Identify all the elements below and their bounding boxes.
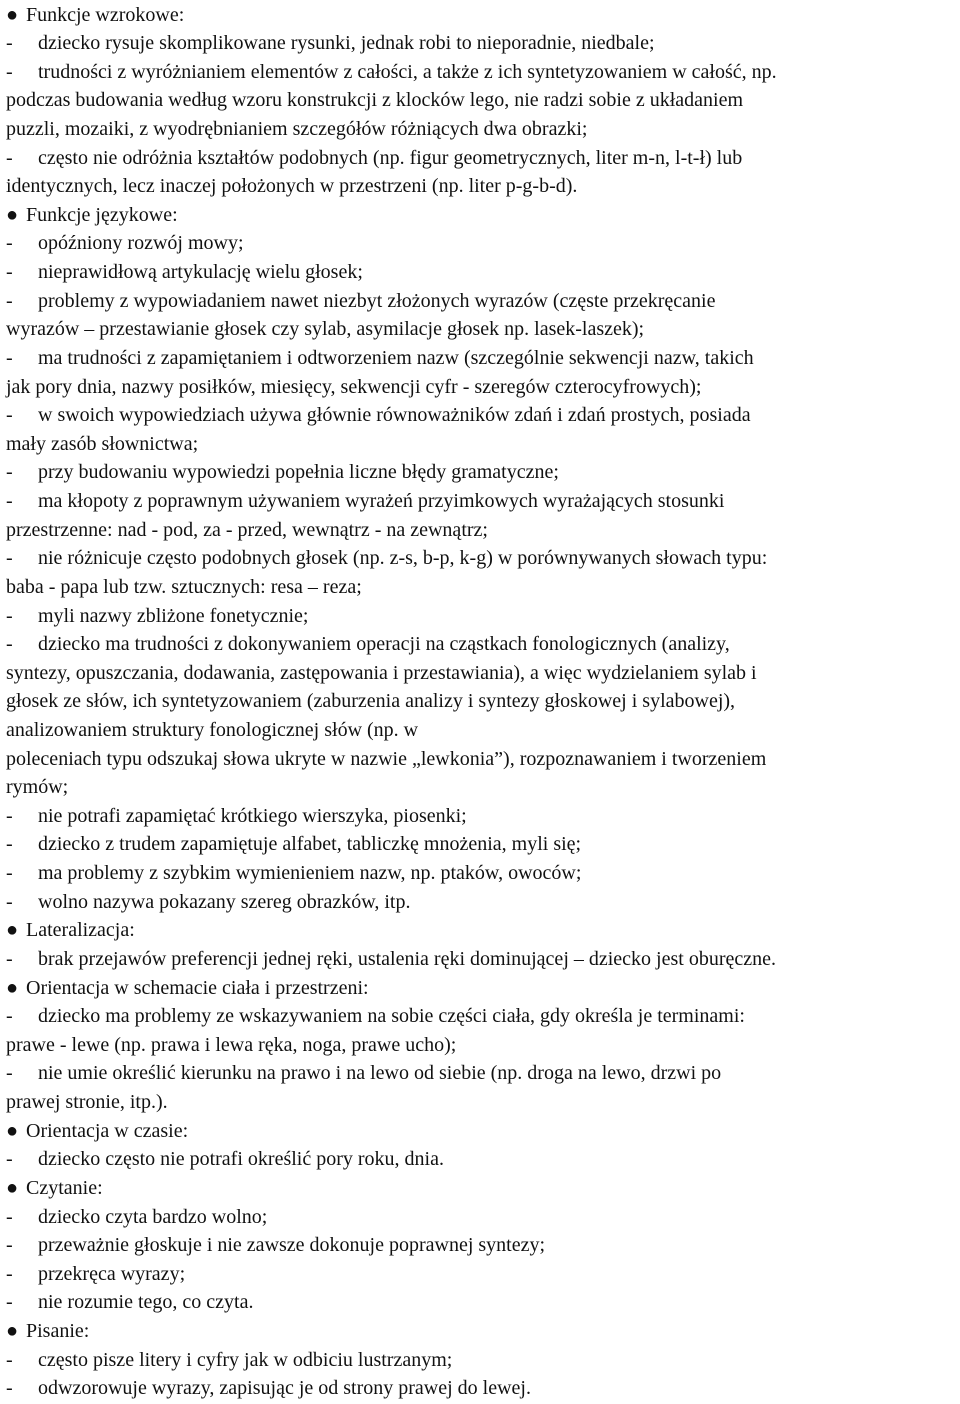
list-item <box>6 1145 444 1174</box>
section-heading <box>6 1174 103 1203</box>
list-item-continuation <box>6 172 577 201</box>
list-item-continuation <box>6 115 587 144</box>
dash-marker: - <box>6 32 13 55</box>
line-text: trudności z wyróżnianiem elementów z całości, a także z ich syntetyzowaniem w całość, np. <box>38 60 777 83</box>
dash-marker: - <box>6 461 13 484</box>
list-item <box>6 544 767 573</box>
dash-marker: - <box>6 1291 13 1314</box>
list-item <box>6 1260 185 1289</box>
list-item <box>6 401 751 430</box>
line-text: dziecko rysuje skomplikowane rysunki, jednak robi to nieporadnie, niedbale; <box>38 32 655 55</box>
list-item <box>6 29 655 58</box>
list-item-continuation <box>6 373 701 402</box>
section-heading <box>6 916 135 945</box>
line-text: często nie odróżnia kształtów podobnych (np. figur geometrycznych, liter m-n, l-t-ł) lub <box>38 146 743 169</box>
bullet-marker: ● <box>6 1320 19 1343</box>
dash-marker: - <box>6 146 13 169</box>
list-item <box>6 487 724 516</box>
line-text: ma trudności z zapamiętaniem i odtworzeniem nazw (szczególnie sekwencji nazw, takich <box>38 346 754 369</box>
list-item <box>6 1374 531 1403</box>
line-text: dziecko ma trudności z dokonywaniem operacji na cząstkach fonologicznych (analizy, <box>38 633 730 656</box>
list-item <box>6 830 581 859</box>
list-item <box>6 58 777 87</box>
line-text: syntezy, opuszczania, dodawania, zastępowania i przestawiania), a więc wydzielaniem sylab i <box>6 661 757 684</box>
line-text: Pisanie: <box>26 1320 90 1343</box>
dash-marker: - <box>6 1348 13 1371</box>
list-item <box>6 630 730 659</box>
dash-marker: - <box>6 1377 13 1400</box>
dash-marker: - <box>6 1234 13 1257</box>
line-text: analizowaniem struktury fonologicznej słów (np. w <box>6 719 419 741</box>
list-item <box>6 1059 721 1088</box>
line-text: dziecko często nie potrafi określić pory roku, dnia. <box>38 1148 444 1171</box>
line-text: wolno nazywa pokazany szereg obrazków, itp. <box>38 890 411 913</box>
bullet-marker: ● <box>6 1176 19 1199</box>
list-item-continuation <box>6 1088 168 1117</box>
line-text: nie potrafi zapamiętać krótkiego wierszyka, piosenki; <box>38 804 467 827</box>
list-item-continuation <box>6 86 743 115</box>
line-text: baba - papa lub tzw. sztucznych: resa – reza; <box>6 575 362 598</box>
line-text: często pisze litery i cyfry jak w odbiciu lustrzanym; <box>38 1348 453 1371</box>
section-heading <box>6 1117 188 1146</box>
bullet-marker: ● <box>6 919 19 942</box>
section-heading <box>6 1317 89 1346</box>
line-text: Funkcje językowe: <box>26 203 178 226</box>
list-item <box>6 458 559 487</box>
list-item-continuation <box>6 516 488 545</box>
line-text: opóźniony rozwój mowy; <box>38 232 244 255</box>
dash-marker: - <box>6 833 13 856</box>
line-text: nie różnicuje często podobnych głosek (np. z-s, b-p, k-g) w porównywanych słowach typu: <box>38 547 768 570</box>
dash-marker: - <box>6 490 13 513</box>
line-text: w swoich wypowiedziach używa głównie równoważników zdań i zdań prostych, posiada <box>38 404 751 427</box>
dash-marker: - <box>6 1005 13 1028</box>
line-text: dziecko z trudem zapamiętuje alfabet, tabliczkę mnożenia, myli się; <box>38 833 582 856</box>
dash-marker: - <box>6 947 13 970</box>
line-text: przestrzenne: nad - pod, za - przed, wewnątrz - na zewnątrz; <box>6 518 488 541</box>
list-item <box>6 859 581 888</box>
list-item-continuation <box>6 745 766 774</box>
dash-marker: - <box>6 232 13 255</box>
line-text: prawe - lewe (np. prawa i lewa ręka, noga, prawe ucho); <box>6 1033 457 1056</box>
list-item-continuation <box>6 573 362 602</box>
line-text: przekręca wyrazy; <box>38 1262 186 1285</box>
line-text: ma kłopoty z poprawnym używaniem wyrażeń przyimkowych wyrażających stosunki <box>38 490 725 513</box>
list-item-continuation <box>6 430 198 459</box>
dash-marker: - <box>6 804 13 827</box>
dash-marker: - <box>6 1205 13 1228</box>
list-item <box>6 287 715 316</box>
line-text: przeważnie głoskuje i nie zawsze dokonuje poprawnej syntezy; <box>38 1234 546 1257</box>
line-text: prawej stronie, itp.). <box>6 1091 168 1114</box>
line-text: jak pory dnia, nazwy posiłków, miesięcy, sekwencji cyfr - szeregów czterocyfrowych); <box>6 375 702 398</box>
list-item-continuation <box>6 773 68 802</box>
line-text: rymów; <box>6 776 69 799</box>
line-text: Funkcje wzrokowe: <box>26 3 185 26</box>
dash-marker: - <box>6 862 13 885</box>
dash-marker: - <box>6 404 13 427</box>
section-heading <box>6 974 369 1003</box>
list-item <box>6 229 244 258</box>
line-text: odwzorowuje wyrazy, zapisując je od strony prawej do lewej. <box>38 1377 531 1400</box>
list-item <box>6 258 363 287</box>
bullet-marker: ● <box>6 203 19 226</box>
line-text: dziecko czyta bardzo wolno; <box>38 1205 268 1228</box>
dash-marker: - <box>6 261 13 284</box>
bullet-marker: ● <box>6 976 19 999</box>
line-text: Czytanie: <box>26 1176 103 1199</box>
list-item <box>6 1288 253 1317</box>
line-text: poleceniach typu odszukaj słowa ukryte w nazwie „lewkonia”), rozpoznawaniem i tworzeniem <box>6 747 767 770</box>
line-text: brak przejawów preferencji jednej ręki, ustalenia ręki dominującej – dziecko jest oburęczne. <box>38 947 776 970</box>
dash-marker: - <box>6 604 13 627</box>
line-text: mały zasób słownictwa; <box>6 432 199 455</box>
dash-marker: - <box>6 633 13 656</box>
list-item-continuation <box>6 716 418 745</box>
line-text: Orientacja w schemacie ciała i przestrzeni: <box>26 976 369 999</box>
line-text: nie umie określić kierunku na prawo i na lewo od siebie (np. droga na lewo, drzwi po <box>38 1062 722 1085</box>
list-item <box>6 945 776 974</box>
line-text: dziecko ma problemy ze wskazywaniem na sobie części ciała, gdy określa je terminami: <box>38 1005 745 1028</box>
list-item <box>6 1346 452 1375</box>
dash-marker: - <box>6 1148 13 1171</box>
list-item-continuation <box>6 1031 456 1060</box>
line-text: identycznych, lecz inaczej położonych w przestrzeni (np. liter p-g-b-d). <box>6 175 578 198</box>
list-item <box>6 344 754 373</box>
line-text: myli nazwy zbliżone fonetycznie; <box>38 604 309 627</box>
dash-marker: - <box>6 1062 13 1085</box>
line-text: podczas budowania według wzoru konstrukcji z klocków lego, nie radzi sobie z układaniem <box>6 89 744 112</box>
section-heading <box>6 201 178 230</box>
line-text: nieprawidłową artykulację wielu głosek; <box>38 261 363 284</box>
line-text: wyrazów – przestawianie głosek czy sylab, asymilacje głosek np. lasek-laszek); <box>6 318 645 341</box>
line-text: problemy z wypowiadaniem nawet niezbyt złożonych wyrazów (częste przekręcanie <box>38 289 716 312</box>
line-text: Lateralizacja: <box>26 919 135 942</box>
dash-marker: - <box>6 890 13 913</box>
list-item <box>6 1203 267 1232</box>
dash-marker: - <box>6 1262 13 1285</box>
line-text: puzzli, mozaiki, z wyodrębnianiem szczegółów różniących dwa obrazki; <box>6 117 588 140</box>
dash-marker: - <box>6 60 13 83</box>
list-item-continuation <box>6 687 735 716</box>
bullet-marker: ● <box>6 1119 19 1142</box>
line-text: Orientacja w czasie: <box>26 1119 189 1142</box>
list-item-continuation <box>6 659 757 688</box>
list-item <box>6 888 410 917</box>
section-heading <box>6 1 184 30</box>
dash-marker: - <box>6 346 13 369</box>
list-item <box>6 1002 745 1031</box>
line-text: ma problemy z szybkim wymienieniem nazw, np. ptaków, owoców; <box>38 862 582 885</box>
line-text: przy budowaniu wypowiedzi popełnia liczne błędy gramatyczne; <box>38 461 559 484</box>
line-text: głosek ze słów, ich syntetyzowaniem (zaburzenia analizy i syntezy głoskowej i sylabowej), <box>6 690 736 713</box>
list-item <box>6 802 467 831</box>
list-item <box>6 1231 545 1260</box>
line-text: nie rozumie tego, co czyta. <box>38 1291 254 1314</box>
dash-marker: - <box>6 289 13 312</box>
list-item <box>6 144 742 173</box>
list-item <box>6 602 308 631</box>
list-item-continuation <box>6 315 644 344</box>
bullet-marker: ● <box>6 3 19 26</box>
dash-marker: - <box>6 547 13 570</box>
